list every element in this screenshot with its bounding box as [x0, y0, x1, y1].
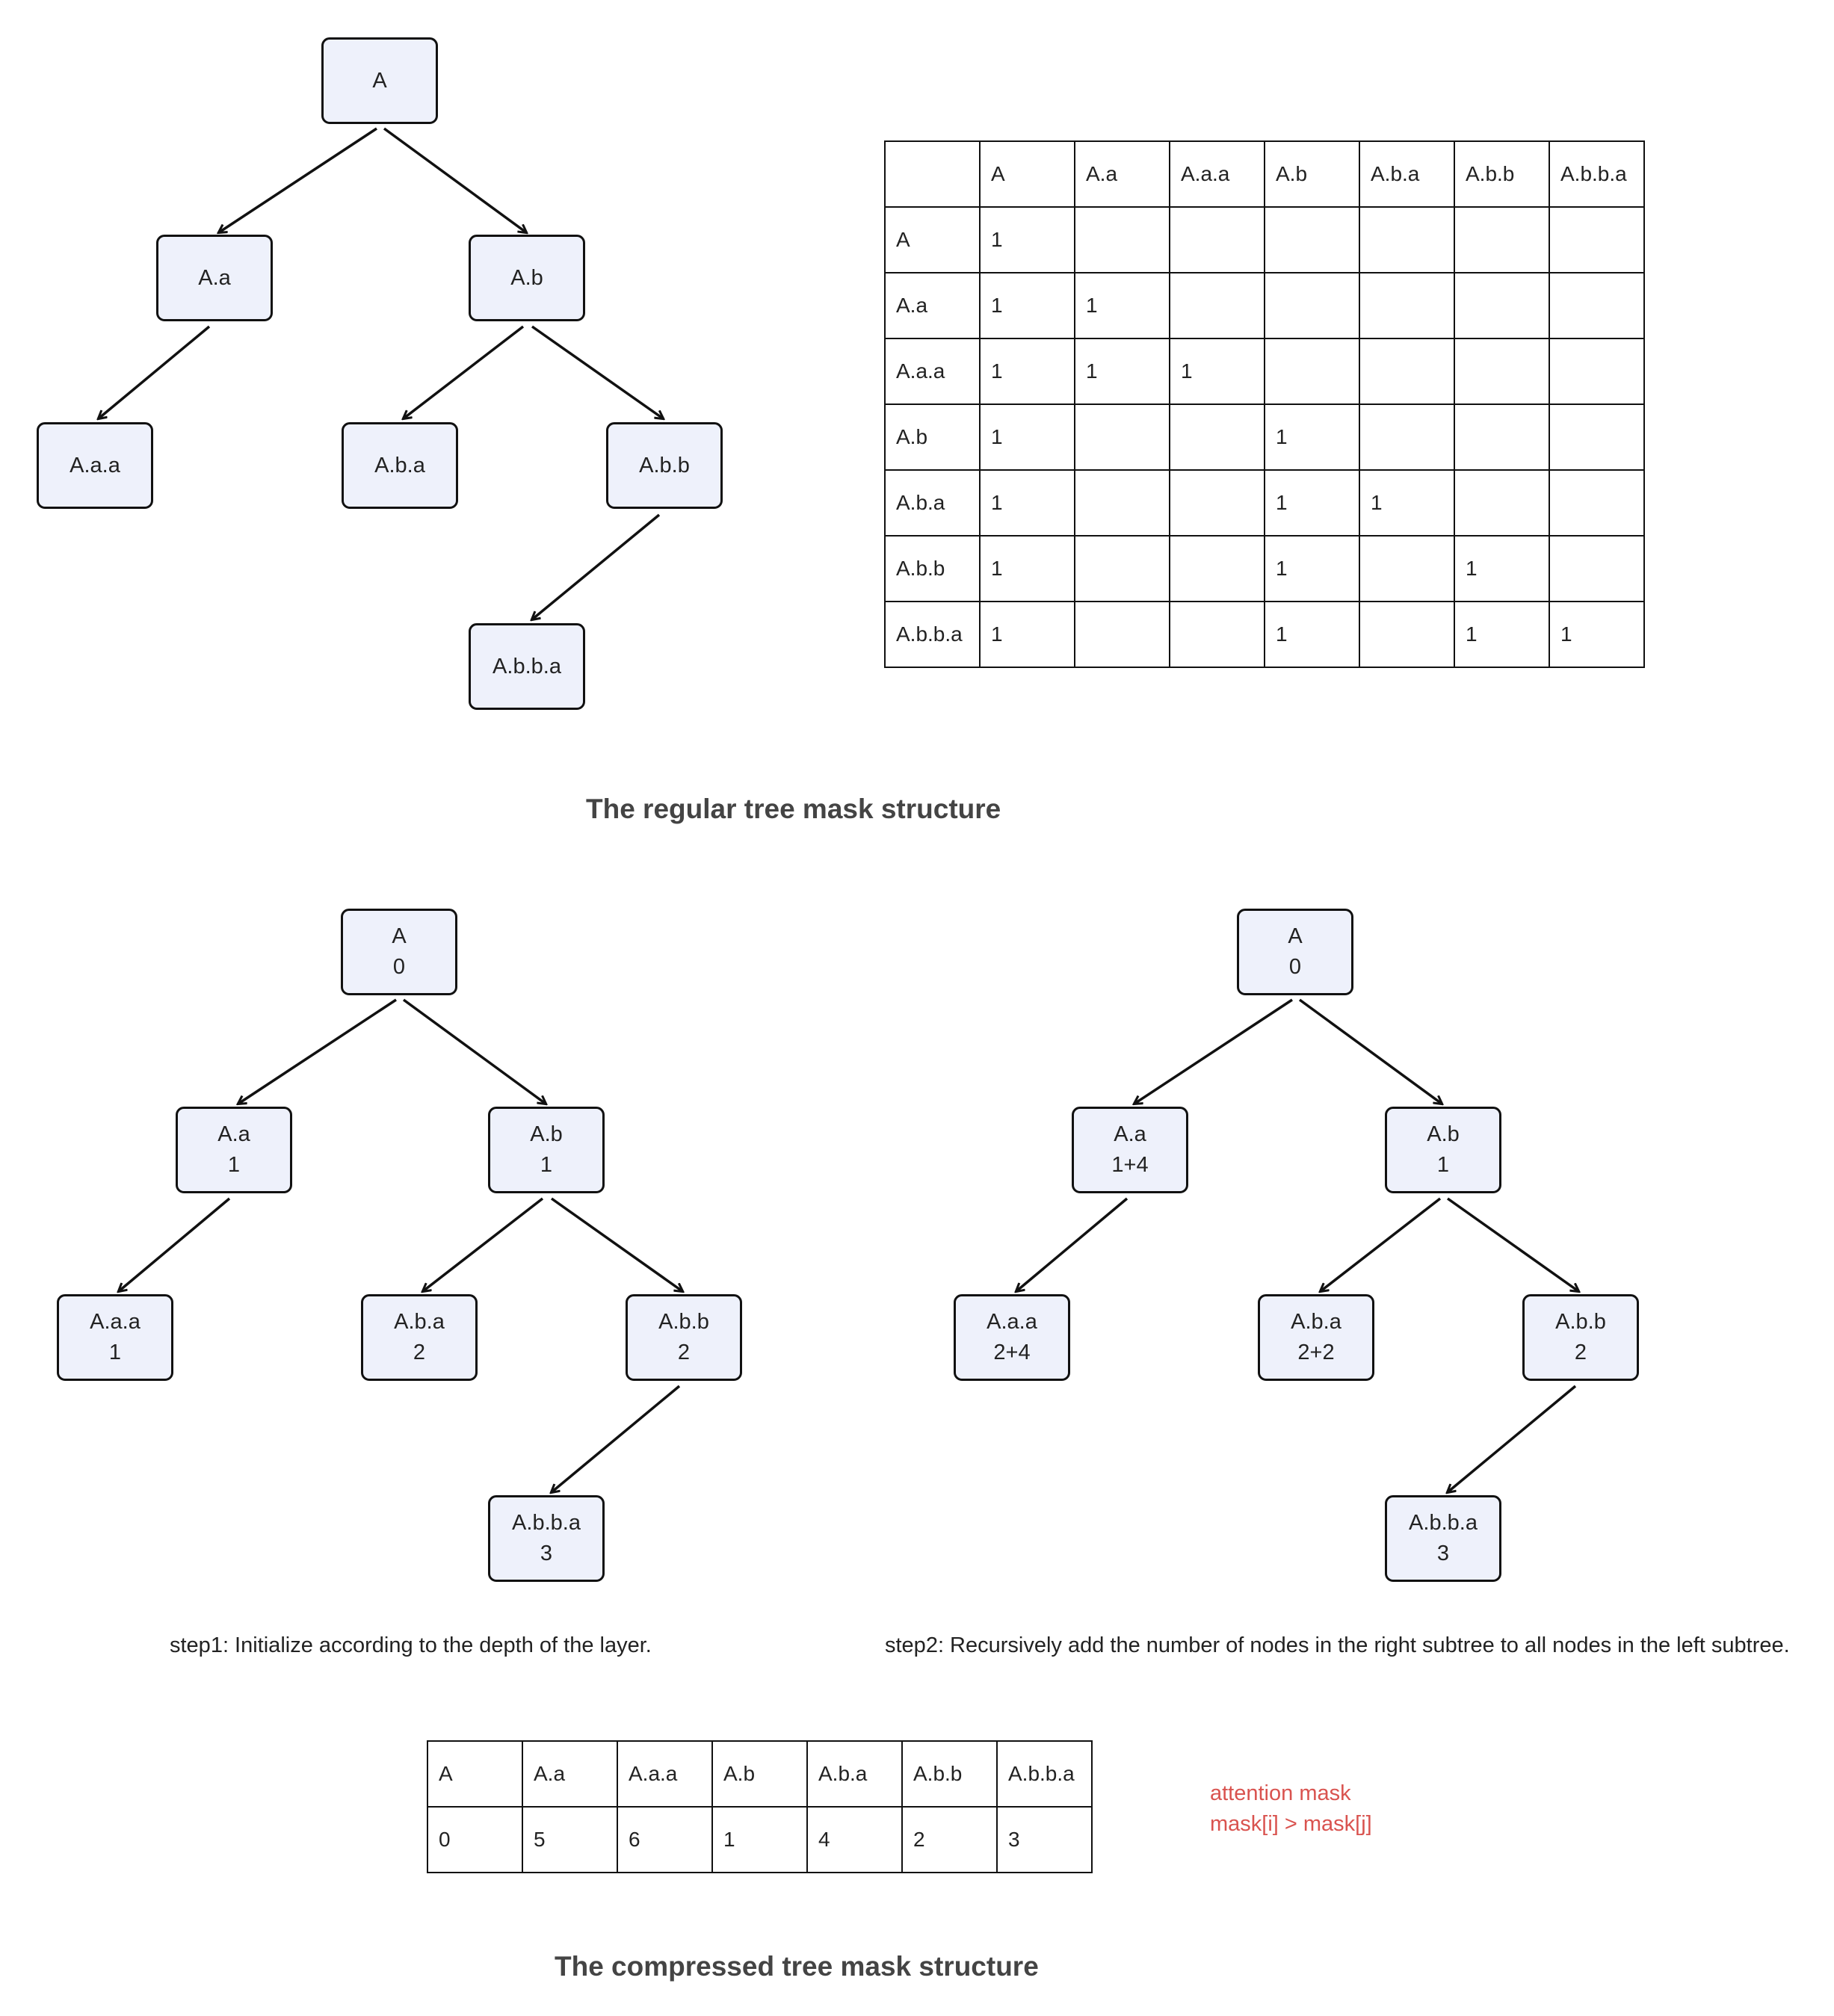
edge-regular-Ab-Aba	[404, 327, 523, 418]
compressed-caption: The compressed tree mask structure	[555, 1951, 1039, 1982]
matrix-cell	[1265, 338, 1359, 404]
matrix-cell	[1549, 338, 1644, 404]
node-label: A.a	[217, 1122, 250, 1146]
matrix-cell	[1454, 338, 1549, 404]
step2-node-A-a-a	[954, 1294, 1070, 1381]
matrix-header-cell: A.b.b.a	[1549, 141, 1644, 207]
edge-step2-Abb-Abba	[1448, 1386, 1575, 1492]
matrix-cell	[1170, 470, 1265, 536]
node-label: A.b.a	[1291, 1310, 1341, 1334]
matrix-cell	[1454, 470, 1549, 536]
matrix-cell	[1170, 207, 1265, 273]
matrix-header-cell: A.b.a	[1359, 141, 1454, 207]
node-value: 2	[1574, 1341, 1587, 1364]
node-label: A.a.a	[90, 1310, 141, 1334]
matrix-cell	[1075, 536, 1170, 602]
step2-node-A-b-b-a	[1385, 1495, 1501, 1582]
node-value: 0	[1288, 955, 1302, 979]
edge-regular-Aa-Aaa	[99, 327, 209, 418]
step1-node-A-b	[488, 1107, 605, 1193]
edge-step1-A-Ab	[404, 1000, 546, 1104]
matrix-row-label: A	[885, 207, 980, 273]
compressed-value-cell: 5	[522, 1807, 617, 1873]
node-label: A.b.b.a	[493, 654, 561, 678]
matrix-cell: 1	[1265, 470, 1359, 536]
node-label: A.b	[1427, 1122, 1460, 1146]
matrix-cell: 1	[1265, 536, 1359, 602]
step2-node-A	[1237, 909, 1353, 995]
edge-step1-Ab-Abb	[552, 1199, 682, 1291]
compressed-header-cell: A.b.b.a	[997, 1741, 1092, 1807]
edge-step2-A-Aa	[1134, 1000, 1292, 1104]
edge-step1-Abb-Abba	[552, 1386, 679, 1492]
compressed-value-cell: 6	[617, 1807, 712, 1873]
step1-node-A-a	[176, 1107, 292, 1193]
matrix-cell: 1	[1549, 602, 1644, 667]
regular-node-A-b-b-a	[469, 623, 585, 710]
step1-node-A	[341, 909, 457, 995]
edge-regular-Ab-Abb	[532, 327, 663, 418]
matrix-cell	[1170, 273, 1265, 338]
matrix-cell: 1	[980, 536, 1075, 602]
matrix-row	[885, 536, 1644, 602]
matrix-header-cell: A.b.b	[1454, 141, 1549, 207]
regular-node-A-b-a	[342, 422, 458, 509]
compressed-header-cell: A.a.a	[617, 1741, 712, 1807]
matrix-row-label: A.b.b	[885, 536, 980, 602]
node-label: A	[392, 924, 407, 948]
matrix-cell	[1359, 207, 1454, 273]
edge-step2-Ab-Aba	[1321, 1199, 1440, 1291]
regular-node-A-a-a	[37, 422, 153, 509]
matrix-row-label: A.b.b.a	[885, 602, 980, 667]
attention-mask-rule: mask[i] > mask[j]	[1210, 1812, 1372, 1836]
matrix-cell	[1075, 207, 1170, 273]
edge-regular-A-Aa	[219, 129, 377, 232]
node-value: 2	[677, 1341, 691, 1364]
edge-step2-A-Ab	[1300, 1000, 1442, 1104]
matrix-cell: 1	[1454, 602, 1549, 667]
matrix-cell	[1265, 207, 1359, 273]
matrix-row-label: A.b	[885, 404, 980, 470]
matrix-row-label: A.a	[885, 273, 980, 338]
matrix-cell: 1	[980, 602, 1075, 667]
matrix-header-cell: A.a	[1075, 141, 1170, 207]
edge-step1-A-Aa	[238, 1000, 396, 1104]
attention-mask-label: attention mask	[1210, 1781, 1351, 1805]
matrix-row	[885, 273, 1644, 338]
node-value: 1	[540, 1153, 553, 1177]
matrix-cell	[1549, 404, 1644, 470]
matrix-row	[885, 338, 1644, 404]
matrix-row	[885, 602, 1644, 667]
matrix-cell	[1359, 404, 1454, 470]
matrix-cell: 1	[1075, 273, 1170, 338]
node-label: A.a.a	[70, 453, 120, 477]
node-value: 0	[392, 955, 406, 979]
matrix-cell	[1075, 602, 1170, 667]
edge-step2-Aa-Aaa	[1016, 1199, 1127, 1291]
matrix-cell: 1	[980, 404, 1075, 470]
matrix-header-cell: A	[980, 141, 1075, 207]
step1-node-A-a-a	[57, 1294, 173, 1381]
matrix-cell	[1549, 273, 1644, 338]
node-label: A.b.b	[639, 453, 690, 477]
node-label: A.b.b.a	[512, 1511, 581, 1535]
edge-step1-Ab-Aba	[423, 1199, 543, 1291]
matrix-cell	[1549, 207, 1644, 273]
compressed-value-cell: 4	[807, 1807, 902, 1873]
matrix-cell	[1359, 273, 1454, 338]
edge-regular-A-Ab	[384, 129, 526, 232]
matrix-cell	[1170, 536, 1265, 602]
node-value: 1+4	[1111, 1153, 1149, 1177]
matrix-header-cell: A.b	[1265, 141, 1359, 207]
matrix-cell: 1	[980, 338, 1075, 404]
step2-node-A-a	[1072, 1107, 1188, 1193]
node-label: A.b.b.a	[1409, 1511, 1478, 1535]
step1-caption: step1: Initialize according to the depth of the layer.	[170, 1633, 652, 1657]
node-value: 2+4	[993, 1341, 1031, 1364]
matrix-cell: 1	[980, 470, 1075, 536]
node-label: A.b.a	[394, 1310, 445, 1334]
regular-mask-matrix	[884, 140, 1645, 668]
compressed-header-cell: A	[427, 1741, 522, 1807]
matrix-cell	[1549, 470, 1644, 536]
regular-node-A-b	[469, 235, 585, 321]
step1-node-A-b-b	[626, 1294, 742, 1381]
step2-node-A-b-b	[1522, 1294, 1639, 1381]
compressed-value-cell: 0	[427, 1807, 522, 1873]
compressed-header-cell: A.a	[522, 1741, 617, 1807]
node-label: A.a	[198, 265, 231, 290]
matrix-cell: 1	[1454, 536, 1549, 602]
matrix-row	[885, 470, 1644, 536]
matrix-row	[885, 404, 1644, 470]
step2-node-A-b-a	[1258, 1294, 1374, 1381]
matrix-cell	[1075, 404, 1170, 470]
compressed-header-cell: A.b	[712, 1741, 807, 1807]
matrix-cell: 1	[980, 207, 1075, 273]
matrix-cell	[1359, 602, 1454, 667]
node-label: A.b.a	[374, 453, 425, 477]
compressed-value-row	[427, 1807, 1092, 1873]
matrix-row-label: A.b.a	[885, 470, 980, 536]
step2-node-A-b	[1385, 1107, 1501, 1193]
matrix-cell	[1359, 536, 1454, 602]
edge-step1-Aa-Aaa	[119, 1199, 229, 1291]
regular-caption: The regular tree mask structure	[586, 794, 1001, 824]
matrix-cell	[1549, 536, 1644, 602]
node-label: A.a.a	[987, 1310, 1037, 1334]
node-value: 1	[1436, 1153, 1450, 1177]
step2-caption: step2: Recursively add the number of nodes in the right subtree to all nodes in the left subtree.	[885, 1633, 1790, 1657]
matrix-cell: 1	[1170, 338, 1265, 404]
node-label: A	[372, 68, 387, 93]
compressed-header-cell: A.b.b	[902, 1741, 997, 1807]
node-value: 3	[1436, 1542, 1450, 1565]
matrix-header-row	[885, 141, 1644, 207]
compressed-header-row	[427, 1741, 1092, 1807]
matrix-cell: 1	[1265, 602, 1359, 667]
edge-regular-Abb-Abba	[532, 515, 659, 619]
compressed-value-cell: 1	[712, 1807, 807, 1873]
node-label: A.b	[510, 265, 543, 290]
matrix-cell	[1170, 602, 1265, 667]
node-label: A.b.b	[1555, 1310, 1606, 1334]
matrix-header-cell: A.a.a	[1170, 141, 1265, 207]
step1-node-A-b-a	[361, 1294, 478, 1381]
node-label: A.a	[1114, 1122, 1146, 1146]
matrix-header-cell	[885, 141, 980, 207]
node-value: 3	[540, 1542, 553, 1565]
node-label: A	[1288, 924, 1303, 948]
node-value: 2	[413, 1341, 426, 1364]
node-label: A.b	[530, 1122, 563, 1146]
node-value: 1	[108, 1341, 122, 1364]
matrix-cell	[1075, 470, 1170, 536]
step1-node-A-b-b-a	[488, 1495, 605, 1582]
compressed-value-cell: 2	[902, 1807, 997, 1873]
node-value: 1	[227, 1153, 241, 1177]
matrix-cell	[1359, 338, 1454, 404]
matrix-row	[885, 207, 1644, 273]
matrix-cell	[1454, 404, 1549, 470]
node-label: A.b.b	[658, 1310, 709, 1334]
matrix-cell: 1	[1265, 404, 1359, 470]
regular-node-A-b-b	[606, 422, 723, 509]
matrix-cell: 1	[1075, 338, 1170, 404]
node-value: 2+2	[1297, 1341, 1335, 1364]
regular-node-A	[321, 37, 438, 124]
attention-mask-note	[1210, 1778, 1372, 1840]
matrix-cell	[1170, 404, 1265, 470]
compressed-header-cell: A.b.a	[807, 1741, 902, 1807]
matrix-cell: 1	[1359, 470, 1454, 536]
matrix-cell	[1265, 273, 1359, 338]
compressed-value-cell: 3	[997, 1807, 1092, 1873]
matrix-cell	[1454, 273, 1549, 338]
matrix-cell: 1	[980, 273, 1075, 338]
matrix-row-label: A.a.a	[885, 338, 980, 404]
edge-step2-Ab-Abb	[1448, 1199, 1578, 1291]
compressed-mask-table	[427, 1740, 1093, 1873]
matrix-cell	[1454, 207, 1549, 273]
regular-node-A-a	[156, 235, 273, 321]
